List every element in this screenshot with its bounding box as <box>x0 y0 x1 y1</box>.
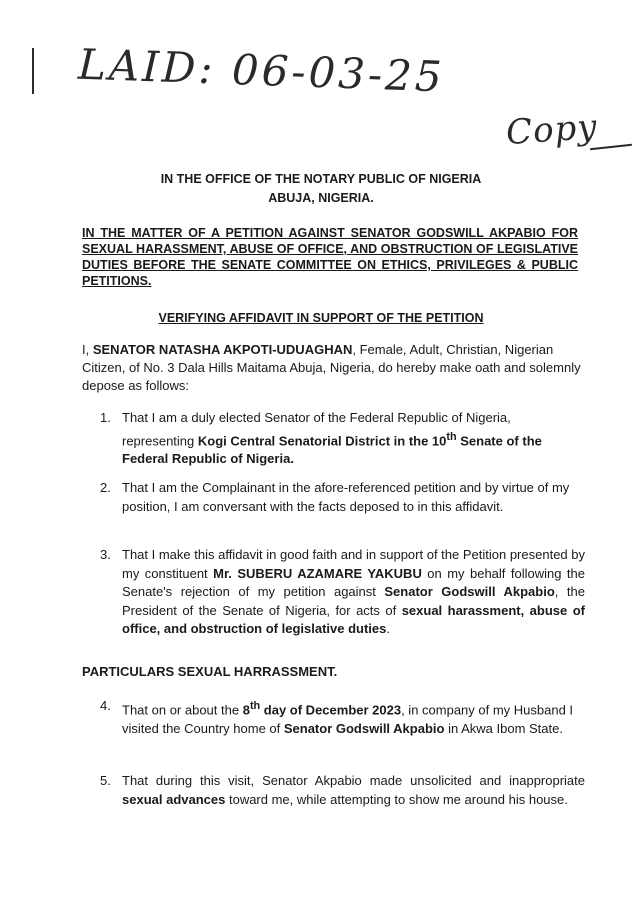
deponent-name: SENATOR NATASHA AKPOTI-UDUAGHAN <box>92 342 353 357</box>
matter-heading: IN THE MATTER OF A PETITION AGAINST SENATOR GODSWILL AKPABIO FOR SEXUAL HARASSMENT, ABUSE OF OFFICE, AND OBSTRUCTION OF LEGISLATIVE DUTIES BEFORE THE SENATE COMMITTEE ON ETHICS, PRIVILEGES & PUBLIC PETITIONS. <box>82 226 578 288</box>
paragraph-number: 5. <box>100 773 111 788</box>
paragraph-1: 1. That I am a duly elected Senator of the Federal Republic of Nigeria, representing Kogi Central Senatorial District in the 10th Senate of the Federal Republic of Nigeria. <box>100 410 542 467</box>
margin-pen-stroke <box>32 48 34 94</box>
paragraph-5: 5. That during this visit, Senator Akpabio made unsolicited and inappropriate sexual advances toward me, while attempting to show me around his house. <box>100 773 585 807</box>
paragraph-4: 4. That on or about the 8th day of December 2023, in company of my Husband I visited the Country home of Senator Godswill Akpabio in Akwa Ibom State. <box>100 698 574 736</box>
section-heading: PARTICULARS SEXUAL HARRASSMENT. <box>82 664 338 679</box>
handwritten-copy-mark: Copy <box>504 106 599 154</box>
handwritten-laid-date: LAID: 06-03-25 <box>77 39 446 102</box>
intro-paragraph: I, SENATOR NATASHA AKPOTI-UDUAGHAN, Female, Adult, Christian, Nigerian Citizen, of No. 3 Dala Hills Maitama Abuja, Nigeria, do hereby make oath and solemnly depose as follows: <box>82 342 581 393</box>
header-line-2: ABUJA, NIGERIA. <box>268 191 374 205</box>
paragraph-2: 2. That I am the Complainant in the afore-referenced petition and by virtue of my position, I am conversant with the facts deposed to in this affidavit. <box>100 480 570 514</box>
affidavit-title: VERIFYING AFFIDAVIT IN SUPPORT OF THE PETITION <box>158 311 484 325</box>
paragraph-3: 3. That I make this affidavit in good faith and in support of the Petition presented by my constituent Mr. SUBERU AZAMARE YAKUBU on my behalf following the Senate's rejection of my petition against Senator Godswill Akpabio, the President of the Senate of Nigeria, for acts of sexual harassment, abuse of office, and obstruction of legislative duties. <box>100 547 585 636</box>
paragraph-number: 3. <box>100 547 111 562</box>
paragraph-number: 2. <box>100 480 111 495</box>
header-line-1: IN THE OFFICE OF THE NOTARY PUBLIC OF NIGERIA <box>160 172 482 186</box>
paragraph-number: 4. <box>100 698 111 713</box>
paragraph-number: 1. <box>100 410 111 425</box>
